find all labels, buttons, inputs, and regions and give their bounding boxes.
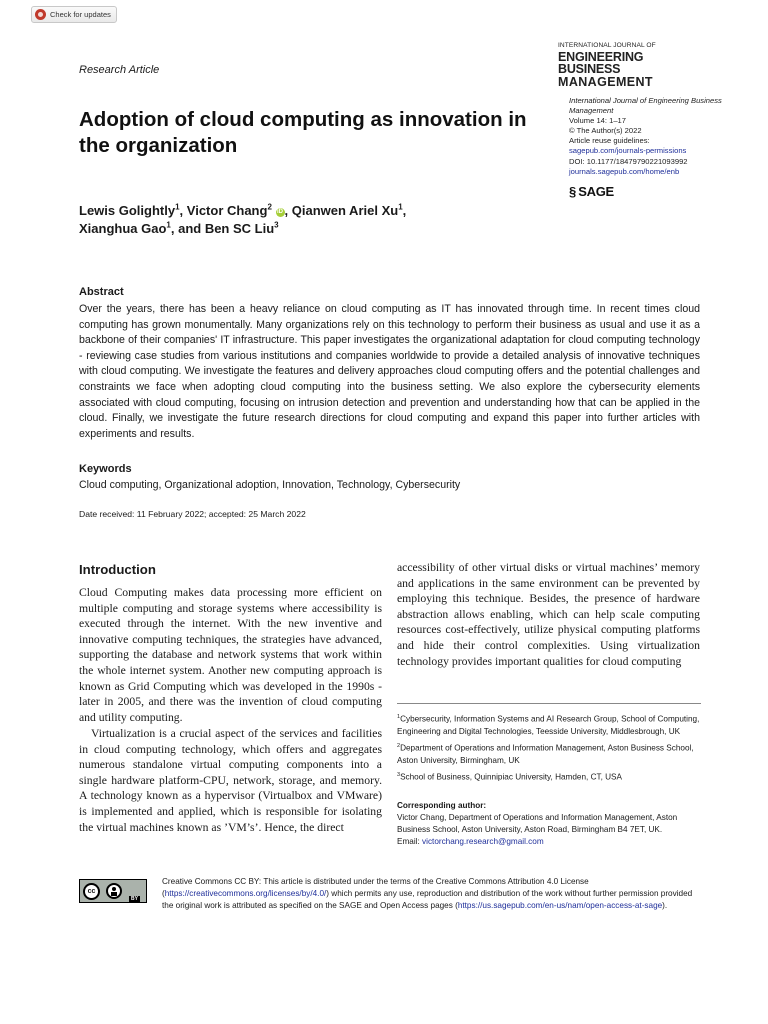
creative-commons-icon: cc — [83, 883, 100, 900]
affiliation-item — [397, 740, 703, 767]
corresponding-author — [397, 800, 703, 848]
corresponding-author-address: Victor Chang, Department of Operations and Information Management, Aston Business School, Aston University, Aston Road, Birmingham B4 7ET, UK. — [397, 813, 678, 835]
email-link[interactable]: victorchang.research@gmail.com — [422, 837, 544, 847]
author-name: Victor Chang — [186, 203, 268, 218]
abstract-heading: Abstract — [79, 286, 124, 298]
license-end: ). — [662, 901, 668, 911]
journal-logo-line3: MANAGEMENT — [558, 74, 653, 89]
article-metadata — [569, 96, 729, 177]
corresponding-author-email-row — [397, 836, 703, 848]
sage-logo — [569, 184, 614, 199]
journal-home-link[interactable]: journals.sagepub.com/home/enb — [569, 166, 680, 176]
affiliation-marker: 1 — [397, 714, 401, 720]
author-name: Qianwen Ariel Xu — [291, 203, 399, 218]
orcid-icon[interactable]: iD — [277, 209, 284, 215]
affiliation-text: School of Business, Quinnipiac University, Hamden, CT, USA — [400, 772, 622, 782]
affiliation-marker: 3 — [397, 771, 401, 778]
author-name: Ben SC Liu — [204, 221, 275, 236]
check-for-updates-button[interactable] — [31, 6, 117, 23]
copyright: © The Author(s) 2022 — [569, 126, 642, 136]
article-type: Research Article — [79, 64, 160, 76]
keywords-body: Cloud computing, Organizational adoption, Innovation, Technology, Cybersecurity — [79, 479, 461, 491]
intro-paragraph-2: Virtualization is a crucial aspect of the services and facilities in cloud computing technology, which offers and aggregates numerous standalone virtual computing components into a single hardware platform-CPU, network, storage, and memory. A technology known as a hypervisor (Virtualbox and VMware) is implemented and applied, which is responsible for isolating the virtual machines known as ’VM’s’. Hence, the direct — [79, 727, 382, 834]
intro-paragraph-3: accessibility of other virtual disks or virtual machines’ memory and applications in the same environment can be prevented by employing this technique. Besides, the presence of hardware abstraction allows enabling, which can help scale computing resources cost-effectively, utilize physical computing platforms and hide their control complexities. Using virtualization technology provides important qualities for cloud computing — [397, 561, 700, 668]
affiliation-item — [397, 769, 703, 784]
affiliation-marker: 2 — [397, 742, 401, 749]
journal-logo — [558, 43, 708, 88]
email-label: Email: — [397, 837, 423, 847]
check-for-updates-label: Check for updates — [50, 10, 111, 19]
abstract-body: Over the years, there has been a heavy reliance on cloud computing as IT has innovated through time. In recent times cloud computing has grown monumentally. Many organizations rely on this technology to perform their business as usual and use it as a backbone of their companies' IT infrastructure. This paper investigates the organizational adaptation for cloud computing technology - reviewing case studies from various institutions and companies worldwide to provide a detailed analysis of innovative techniques with cloud computing. We investigate the features and delivery approaches cloud computing offers and the potential challenges and constraints we face when adopting cloud computing into the business setting. We also explore the cybersecurity elements associated with cloud computing, focusing on intrusion detection and prevention and understanding how that can be applied in the cloud. Finally, we investigate the future research directions for cloud computing and expand this paper into further articles with experiments and results. — [79, 303, 700, 440]
keywords-heading: Keywords — [79, 463, 132, 475]
date-received: Date received: 11 February 2022; accepted: 25 March 2022 — [79, 509, 306, 519]
footnote-divider — [397, 703, 701, 704]
reuse-label: Article reuse guidelines: — [569, 136, 650, 146]
author-affiliation-marker: 1 — [175, 202, 180, 212]
crossmark-icon — [35, 9, 46, 20]
author-name: Lewis Golightly — [79, 203, 176, 218]
volume-info: Volume 14: 1–17 — [569, 116, 626, 126]
journal-name: International Journal of Engineering Business Management — [569, 96, 722, 116]
author-affiliation-marker: 3 — [274, 220, 279, 230]
affiliation-text: Cybersecurity, Information Systems and AI Research Group, School of Computing, Engineering and Digital Technologies, Teesside University, Middlesbrough, UK — [397, 714, 700, 736]
sage-s-icon: § — [569, 184, 577, 199]
author-separator: , — [179, 203, 187, 218]
by-label: BY — [131, 896, 138, 902]
affiliation-text: Department of Operations and Information Management, Aston Business School, Aston University, Birmingham, UK — [397, 743, 694, 765]
author-separator: , — [402, 203, 407, 218]
author-affiliation-marker: 1 — [166, 220, 171, 230]
corresponding-author-heading: Corresponding author: — [397, 801, 487, 810]
author-separator: , — [284, 203, 292, 218]
reuse-link[interactable]: sagepub.com/journals-permissions — [569, 146, 687, 156]
intro-paragraph-1: Cloud Computing makes data processing more efficient on multiple computing and storage systems where accessibility is executed through the internet. With the new inventive and innovative computing techniques, the strategies have advanced, supporting the database and network systems that work within the whole internet system. Another new computing approach is known as Grid Computing which was developed in the 1990s - later in 2005, and there was the invention of cloud computing and utility computing. — [79, 586, 382, 724]
author-separator: , and — [170, 221, 205, 236]
affiliations — [397, 711, 703, 786]
author-affiliation-marker: 1 — [398, 202, 403, 212]
journal-logo-line1: INTERNATIONAL JOURNAL OF — [558, 42, 656, 49]
author-affiliation-marker: 2 — [267, 202, 272, 212]
doi: DOI: 10.1177/18479790221093992 — [569, 156, 688, 166]
sage-wordmark: SAGE — [578, 184, 614, 199]
author-name: Xianghua Gao — [79, 221, 167, 236]
license-link[interactable]: https://creativecommons.org/licenses/by/4.0/ — [164, 889, 327, 899]
license-line2: ) which permits any use, reproduction and distribution of the work without further permission provided the original work is attributed as specified on the SAGE and Open Access pages ( — [162, 889, 693, 911]
journal-logo-line2: ENGINEERING BUSINESS — [558, 49, 644, 77]
article-title: Adoption of cloud computing as innovation in the organization — [79, 108, 527, 157]
open-access-link[interactable]: https://us.sagepub.com/en-us/nam/open-access-at-sage — [457, 901, 663, 911]
affiliation-item — [397, 711, 703, 738]
author-list — [79, 202, 559, 238]
introduction-heading: Introduction — [79, 562, 156, 577]
license-text: Creative Commons CC BY: This article is distributed under the terms of the Creative Commons Attribution 4.0 License (https://creativecommons.org/licenses/by/4.0/) which permits any use, reproduction and distribution of the work without further permission provided the original work is attributed as specified on the SAGE and Open Access pages (https://us.sagepub.com/en-us/nam/open-access-at-sage). — [162, 877, 693, 911]
license-line1: Creative Commons CC BY: This article is distributed under the terms of the Creative Commons Attribution 4.0 License — [162, 877, 589, 886]
